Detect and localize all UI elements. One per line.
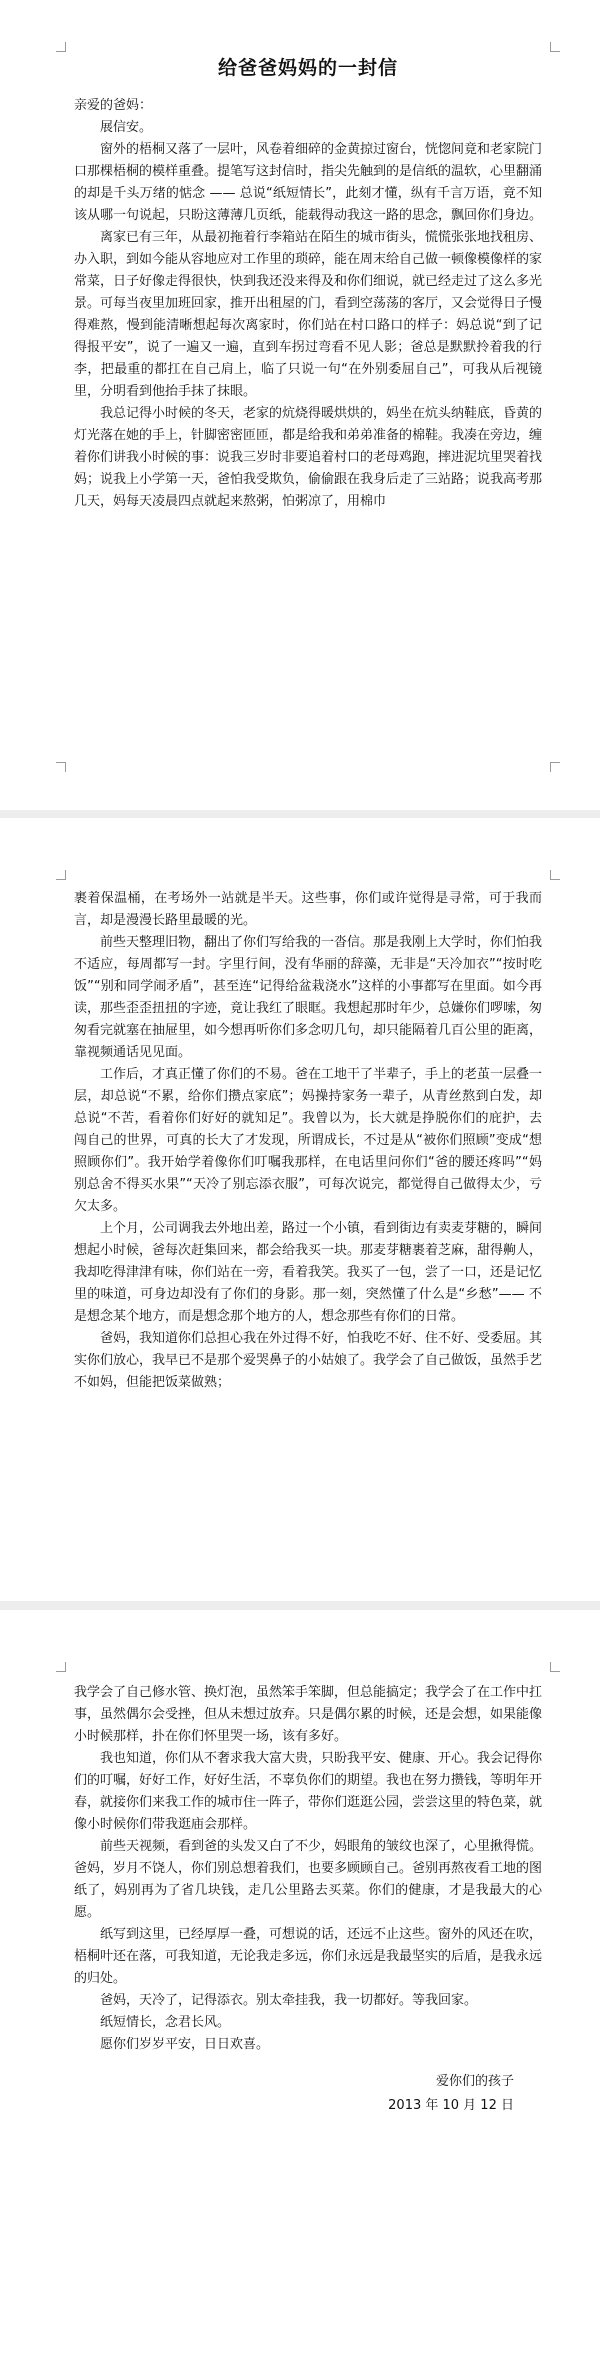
letter-page-1 xyxy=(0,0,600,810)
signature-date: 2013 年 10 月 12 日 xyxy=(388,2098,514,2113)
crop-mark xyxy=(550,762,560,772)
paragraph: 工作后，才真正懂了你们的不易。爸在工地干了半辈子，手上的老茧一层叠一层，却总说“不累，给你们攒点家底”；妈操持家务一辈子，从青丝熬到白发，却总说“不苦，看着你们好好的就知足”。我曾以为，长大就是挣脱你们的庇护，去闯自己的世界，可真的长大了才发现，所谓成长，不过是从“被你们照顾”变成“想照顾你们”。我开始学着像你们叮嘱我那样，在电话里问你们“爸的腰还疼吗”“妈别总舍不得买水果”“天冷了别忘添衣服”，可每次说完，都觉得自己做得太少，亏欠太多。 xyxy=(74,1067,543,1214)
salutation: 亲爱的爸妈： xyxy=(74,98,153,113)
paragraph: 展信安。 xyxy=(100,120,153,135)
letter-page-2 xyxy=(0,818,600,1601)
paragraph: 我总记得小时候的冬天，老家的炕烧得暖烘烘的，妈坐在炕头纳鞋底，昏黄的灯光落在她的手上，针脚密密匝匝，都是给我和弟弟准备的棉鞋。我凑在旁边，缠着你们讲我小时候的事：说我三岁时非要追着村口的老母鸡跑，摔进泥坑里哭着找妈；说我上小学第一天，爸怕我受欺负，偷偷跟在我身后走了三站路；说我高考那几天，妈每天凌晨四点就起来熬粥，怕粥凉了，用棉巾 xyxy=(74,406,543,509)
signature-name: 爱你们的孩子 xyxy=(435,2074,514,2089)
crop-mark xyxy=(550,1662,560,1672)
paragraph: 前些天视频，看到爸的头发又白了不少，妈眼角的皱纹也深了，心里揪得慌。爸妈，岁月不饶人，你们别总想着我们，也要多顾顾自己。爸别再熬夜看工地的图纸了，妈别再为了省几块钱，走几公里路去买菜。你们的健康，才是我最大的心愿。 xyxy=(74,1839,543,1920)
crop-mark xyxy=(56,42,66,52)
paragraph: 爸妈，我知道你们总担心我在外过得不好，怕我吃不好、住不好、受委屈。其实你们放心，我早已不是那个爱哭鼻子的小姑娘了。我学会了自己做饭，虽然手艺不如妈，但能把饭菜做熟； xyxy=(74,1331,543,1390)
paragraph: 离家已有三年，从最初拖着行李箱站在陌生的城市街头，慌慌张张地找租房、办入职，到如今能从容地应对工作里的琐碎，能在周末给自己做一顿像模像样的家常菜，日子好像走得很快，快到我还没来得及和你们细说，就已经走过了这么多光景。可每当夜里加班回家，推开出租屋的门，看到空荡荡的客厅，又会觉得日子慢得难熬，慢到能清晰想起每次离家时，你们站在村口路口的样子：妈总说“到了记得报平安”，说了一遍又一遍，直到车拐过弯看不见人影；爸总是默默拎着我的行李，把最重的都扛在自己肩上，临了只说一句“在外别委屈自己”，可我从后视镜里，分明看到他抬手抹了抹眼。 xyxy=(74,230,543,399)
paragraph: 窗外的梧桐又落了一层叶，风卷着细碎的金黄掠过窗台，恍惚间竟和老家院门口那棵梧桐的模样重叠。提笔写这封信时，指尖先触到的是信纸的温软，心里翻涌的却是千头万绪的惦念 —— 总说“纸短情长”，此刻才懂，纵有千言万语，竟不知该从哪一句说起，只盼这薄薄几页纸，能载得动我这一路的思念，飘回你们身边。 xyxy=(74,142,543,223)
paragraph: 前些天整理旧物，翻出了你们写给我的一沓信。那是我刚上大学时，你们怕我不适应，每周都写一封。字里行间，没有华丽的辞藻，无非是“天冷加衣”“按时吃饭”“别和同学闹矛盾”，甚至连“记得给盆栽浇水”这样的小事都写在里面。如今再读，那些歪歪扭扭的字迹，竟让我红了眼眶。我想起那时年少，总嫌你们啰嗦，匆匆看完就塞在抽屉里，如今想再听你们多念叨几句，却只能隔着几百公里的距离，靠视频通话见见面。 xyxy=(74,935,543,1060)
paragraph: 裹着保温桶，在考场外一站就是半天。这些事，你们或许觉得是寻常，可于我而言，却是漫漫长路里最暖的光。 xyxy=(74,891,542,928)
paragraph: 爸妈，天冷了，记得添衣。别太牵挂我，我一切都好。等我回家。 xyxy=(100,1993,478,2008)
paragraph: 我也知道，你们从不奢求我大富大贵，只盼我平安、健康、开心。我会记得你们的叮嘱，好好工作，好好生活，不辜负你们的期望。我也在努力攒钱，等明年开春，就接你们来我工作的城市住一阵子，带你们逛逛公园，尝尝这里的特色菜，就像小时候你们带我逛庙会那样。 xyxy=(74,1751,543,1832)
letter-page-3 xyxy=(0,1610,600,2373)
crop-mark xyxy=(56,1662,66,1672)
closing-line: 纸短情长，念君长风。 xyxy=(100,2015,231,2030)
letter-title: 给爸爸妈妈的一封信 xyxy=(217,57,398,79)
paragraph: 我学会了自己修水管、换灯泡，虽然笨手笨脚，但总能搞定；我学会了在工作中扛事，虽然偶尔会受挫，但从未想过放弃。只是偶尔累的时候，还是会想，如果能像小时候那样，扑在你们怀里哭一场，该有多好。 xyxy=(74,1685,543,1744)
crop-mark xyxy=(56,870,66,880)
crop-mark xyxy=(56,762,66,772)
crop-mark xyxy=(550,42,560,52)
crop-mark xyxy=(550,870,560,880)
paragraph: 纸写到这里，已经厚厚一叠，可想说的话，还远不止这些。窗外的风还在吹，梧桐叶还在落，可我知道，无论我走多远，你们永远是我最坚实的后盾，是我永远的归处。 xyxy=(74,1927,543,1986)
signature-block xyxy=(74,2070,542,2118)
paragraph: 上个月，公司调我去外地出差，路过一个小镇，看到街边有卖麦芽糖的，瞬间想起小时候，爸每次赶集回来，都会给我买一块。那麦芽糖裹着芝麻，甜得齁人，我却吃得津津有味，你们站在一旁，看着我笑。我买了一包，尝了一口，还是记忆里的味道，可身边却没有了你们的身影。那一刻，突然懂了什么是“乡愁”—— 不是想念某个地方，而是想念那个地方的人，想念那些有你们的日常。 xyxy=(74,1221,543,1324)
closing-line: 愿你们岁岁平安，日日欢喜。 xyxy=(100,2037,270,2052)
